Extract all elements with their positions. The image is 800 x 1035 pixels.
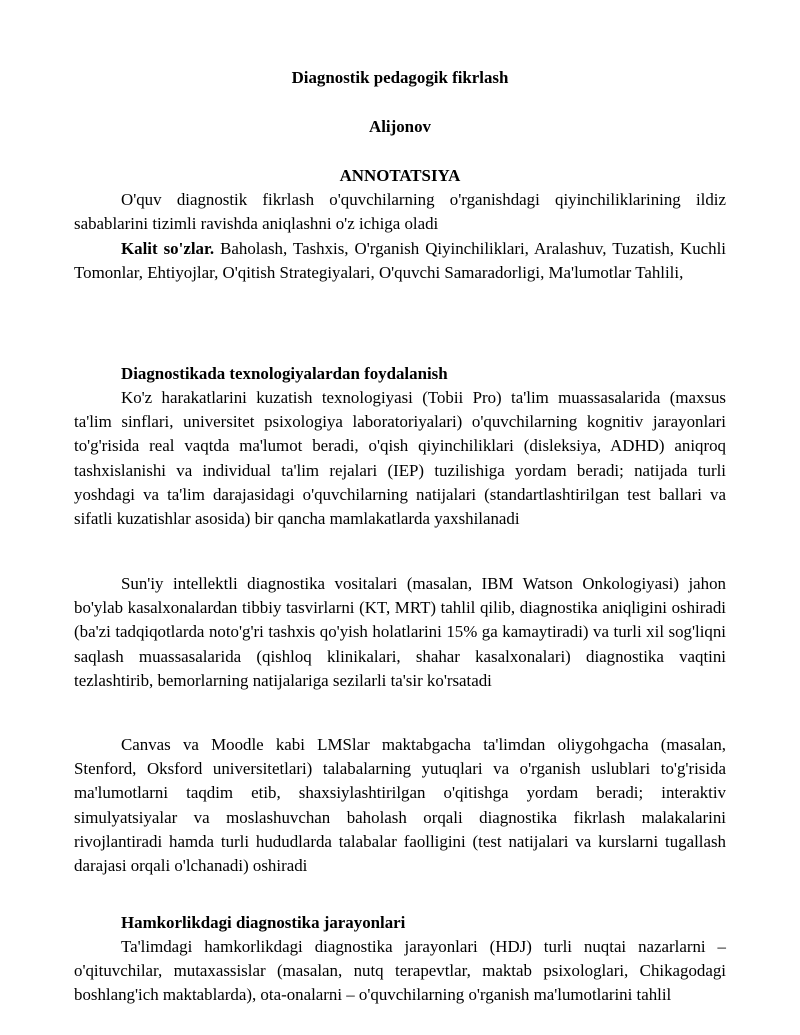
keywords-text: Baholash, Tashxis, O'rganish Qiyinchiliklari, Aralashuv, Tuzatish, Kuchli Tomonlar, Ehtiyojlar, O'qitish Strategiyalari, O'quvchi Samaradorligi, Ma'lumotlar Tahlili, (74, 239, 726, 283)
author-name: Alijonov (369, 117, 431, 136)
keywords-paragraph (74, 237, 726, 285)
keywords-label: Kalit so'zlar. (121, 239, 215, 258)
section-heading-technology: Diagnostikada texnologiyalardan foydalanish (121, 364, 448, 383)
section1-paragraph-2: Sun'iy intellektli diagnostika vositalari (masalan, IBM Watson Onkologiyasi) jahon bo'ylab kasalxonalardan tibbiy tasvirlarni (KT, MRT) tahlil qilib, diagnostika aniqligini oshiradi (ba'zi tadqiqotlarda noto'g'ri tashxis qo'yish holatlarini 15% ga kamaytiradi) va turli xil sog'liqni saqlash muassasalarida (qishloq klinikalari, shahar kasalxonalari) diagnostika vaqtini tezlashtirib, bemorlarning natijalariga sezilarli ta'sir ko'rsatadi (74, 574, 726, 690)
annotation-heading: ANNOTATSIYA (339, 166, 461, 185)
document-title: Diagnostik pedagogik fikrlash (291, 68, 509, 87)
section1-paragraph-1: Ko'z harakatlarini kuzatish texnologiyasi (Tobii Pro) ta'lim muassasalarida (maxsus ta'lim sinflari, universitet psixologiya laboratoriyalari) o'quvchilarning kognitiv jarayonlari to'g'risida real vaqtda ma'lumot beradi, o'qish qiyinchiliklari (disleksiya, ADHD) aniqroq tashxislanishi va individual ta'lim rejalari (IEP) tuzilishiga yordam beradi; natijada turli yoshdagi va ta'lim darajasidagi o'quvchilarning natijalari (standartlashtirilgan test ballari va sifatli kuzatishlar asosida) bir qancha mamlakatlarda yaxshilanadi (74, 388, 726, 529)
section1-paragraph-3: Canvas va Moodle kabi LMSlar maktabgacha ta'limdan oliygohgacha (masalan, Stenford, Oksford universitetlari) talabalarning yutuqlari va o'rganish uslublari to'g'risida ma'lumotlarni taqdim etib, shaxsiylashtirilgan o'qitishga yordam beradi; interaktiv simulyatsiyalar va moslashuvchan baholash orqali diagnostika fikrlash malakalarini rivojlantiradi hamda turli hududlarda talabalar faolligini (test natijalari va kurslarni tugallash darajasi orqali o'lchanadi) oshiradi (74, 735, 726, 876)
section-heading-collaboration: Hamkorlikdagi diagnostika jarayonlari (121, 913, 406, 932)
annotation-text: O'quv diagnostik fikrlash o'quvchilarning o'rganishdagi qiyinchiliklarining ildiz sabablarini tizimli ravishda aniqlashni o'z ichiga oladi (74, 190, 726, 234)
section2-paragraph-1: Ta'limdagi hamkorlikdagi diagnostika jarayonlari (HDJ) turli nuqtai nazarlarni – o'qituvchilar, mutaxassislar (masalan, nutq terapevtlar, maktab psixologlari, Chikagodagi boshlang'ich maktablarda), ota-onalarni – o'quvchilarning o'rganish ma'lumotlarini tahlil (74, 937, 726, 1005)
